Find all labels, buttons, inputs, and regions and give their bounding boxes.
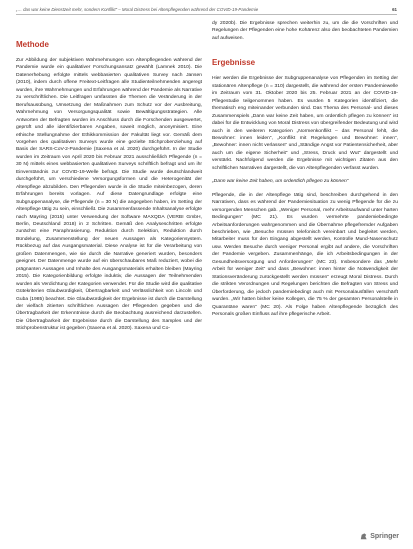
ergebnisse-paragraph: Hier werden die Ergebnisse der Subgruppenanalyse von Pflegenden im Setting der stationären Altenpflege (n = 310) dargestellt, die während der ersten Pandemiewelle im Zeitraum vom 31. Oktober 2020 bis 25. Februar 2021 an der COVID-19-Pflegestudie teilgenommen haben. Es wurden 5 Kategorien identifiziert, die thematisch eng miteinander verbunden sind. Das Thema des Personal- und dieses Zusammenspiels „Dann war keine Zeit haben, um ordentlich pflegen zu können“ ist dabei für die Entwicklung von Moral Distress von übergreifender Bedeutung und wird auch in den weiteren Kategorien „Normenkonflikt – das Personal fehlt, die Bewohner: innen leiden“, „Konflikt mit Regelungen und Bewohner: innen“, „Bewohner: innen nicht verlassen“ und „Ständige Angst vor Patientensicherheit, aber auch um die eigene Sicherheit“ und „Stress, Druck und Wut“ dargestellt und verstärkt. Nachfolgend werden die Ergebnisse mit wichtigen Zitaten aus den schriftlichen Narrativen dargestellt, die von Altenpflegenden verfasst wurden. [212, 76, 398, 171]
continued-paragraph: dy 2020b). Die Ergebnisse sprechen weiterhin zu, um die die Vorschriften und Regelungen der Pflegenden eine hohe Kohärenz also den beobachteten Pandemien auf aufweisen. [212, 21, 398, 41]
publisher-name: Springer [370, 533, 399, 540]
section-heading-methode: Methode [16, 40, 49, 49]
methode-paragraph: Zur Abbildung der subjektiven Wahrnehmungen von Altenpflegenden während der Pandemie wurde ein qualitativer Forschungsansatz gewählt (Lamnek 2010). Die Datenerhebung erfolgte mittels webbasierten qualitativen Survey nach Jansen (2010), indem durch offene Freitext-Leitfragen alle Studienteilnehmenden angeregt wurden, ihre Wahrnehmungen und Erfahrungen während der Pandemie als Narrative zu verschriftlichen. Die Leitfragen umfassten die Themen die Veränderung in der Berufsausübung, Umsetzung der Maßnahmen zum Schutz vor der Ausbreitung, Wahrnehmung von Versorgungsqualität sowie Bewältigungsstrategien. Alle Antworten der Befragten wurden im Anschluss durch die Forschenden ausgewertet, geprüft und alle identifizierbaren Angaben, soweit möglich, anonymisiert. Eine ethische Stellungnahme der Ethikkommission der Fakultät liegt vor. Gemäß dem Vorgehen des qualitativen Surveys wurde eine gezielte Stichprobenziehung auf Basis der SARS-CoV-2-Pandemie (Saxena et al. 2020) durchgeführt. In der Studie wurden im Zeitraum von April 2020 bis Februar 2021 ausschließlich Pflegende (n = 30 N) mittels eines webbasierten qualitativen Surveys schriftlich befragt und um ihr Einverständnis zur COVID-19-Welle befragt. Die Studie wurde deutschlandweit durchgeführt, um verschiedene Versorgungsformen und die Heterogenität der Altenpflege abzubilden. Den Pflegenden wurde in die Studie miteinbezogen, deren Erfahrungen bereits vorlagen. Auf diese Datengrundlage erfolgte eine Subgruppenanalyse, die Pflegende (n = 30 N) die angegeben haben, im Setting der Altenpflege tätig zu sein, einschließt. Die zusammenfassende Inhaltsanalyse erfolgte nach Mayring (2015) unter Verwendung der Software MAXQDA (VERBI GmbH, Berlin, Deutschland 2018) in 2 Schritten. Gemäß den Analyseschritten erfolgte zunächst eine Paraphrasierung. Reduktion durch Selektion, Reduktion durch Bündelung, Zusammenstellung der neuen Aussagen als Kategoriensystem. Rückbezug auf das Ausgangsmaterial. Diese Analyse ist für die Verarbeitung von großen Datenmengen, wie sie durch die Narrative generiert wurden, besonders geeignet. Der Datenmenge wurde auf ein überschaubares Maß reduziert, wobei die prägnanten Aussagen und Inhalte des Ausgangsmaterials erhalten bleiben (Mayring 2015). Die Kategorienbildung erfolgte induktiv, die Aussagen der Teilnehmenden wurden als Verdichtung der Kategorien verwendet. Für die Studie wird die qualitative Gütekriterien Glaubwürdigkeit, Übertragbarkeit und Verlässlichkeit von Lincoln und Guba (1985) beachtet. Die Glaubwürdigkeit der Ergebnisse ist durch die Darstellung der vielfach zitierten schriftlichen Aussagen der Pflegenden gegeben und die Übertragbarkeit der Erkenntnisse durch die Beobachtung ausreichend darzustellen. Die Übertragbarkeit der Ergebnisse durch die Darstellung des Samples und der Stichprobenstruktur ist gegeben (Saxena et al. 2020). Saxena und Co- [16, 58, 202, 332]
right-column [212, 20, 398, 324]
left-column [16, 20, 202, 339]
section-heading-ergebnisse: Ergebnisse [212, 58, 256, 68]
springer-horse-icon [359, 532, 368, 541]
springer-logo [359, 532, 399, 541]
page-number: 61 [392, 7, 397, 12]
subsection-quote-heading: „Dann war keine Zeit haben, um ordentlich pflegen zu können“ [212, 179, 349, 185]
ergebnisse-paragraph-2: Pflegende, die in der Altenpflege tätig sind, beschreiben durchgehend in den Narrativen, dass es während der Pandemiesituation zu wenig Pflegende für die zu versorgenden Menschen gab. „Weniger Personal, mehr Arbeitsaufwand unter harten Bedingungen“ (MC 21). Es wurden vermehrte pandemiebedingte Arbeitsanforderungen wahrgenommen und die Übernahme pflegefremder Aufgaben beschrieben, wie „Besuche müssen telefonisch vereinbart und begleitet werden, Mitarbeiter muss für den Eingang abgestellt werden, Kontrolle Mund-Nasenschutz usw. Werden Besuche durch weniger Personal ergibt auf andere, die Vorschriften der Pandemie vergeben. Zusammenhänge, die ich Arbeitsbedingungen in der Gesundheitsversorgung und Anforderungen“ (MC 23). Insbesondere das „Mehr Arbeit für weniger Zeit“ und dass „Bewohner: innen hinter die Notwendigkeit der Stationsveränderung zurückgestellt werden müssen“ erzeugt Moral Distress. Durch die strikten Verordnungen und Regelungen berichten die Befragten von Stress und Überforderung, die jedoch pandemiebedingt auch mit Personalausfällen verschärft wurden. „Wir hatten bisher keine Kollegen, die 75 % der gesamten Personalstelle in Quarantäne waren“ (MC 20). Als Folge haben Altenpflegende bezüglich des Personals großen Einfluss auf ihre pflegerische Arbeit. [212, 192, 398, 317]
running-head [16, 7, 397, 15]
running-head-title: „… das war keine Dienstzeit mehr, sondern Konflikt“ – Moral Distress bei Altenpflegenden während der COVID-19-Pandemie [16, 7, 259, 12]
